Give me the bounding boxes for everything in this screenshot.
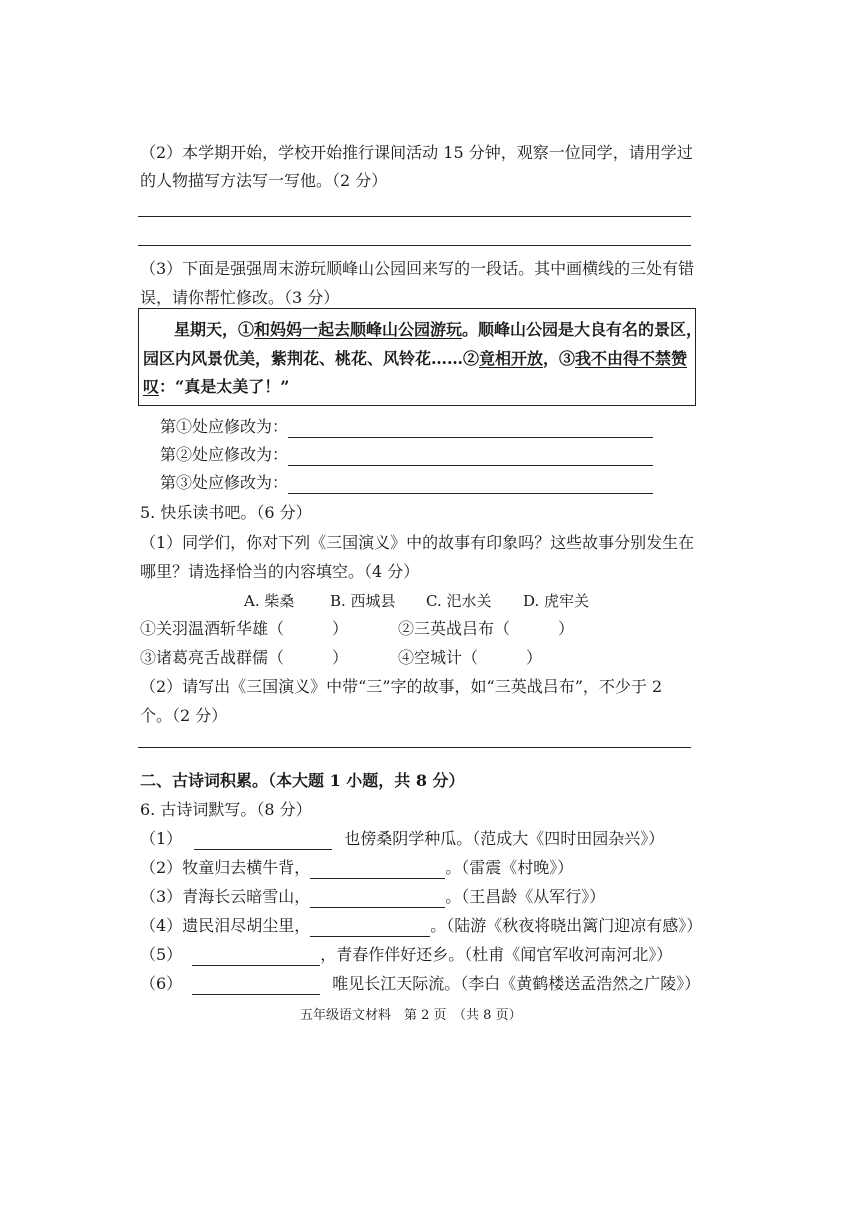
fix-label-1 (160, 416, 653, 438)
option-b: B. 西城县 (330, 592, 396, 610)
fix-blank-1[interactable] (288, 419, 653, 438)
fix-label-text: 第②处应修改为： (160, 445, 289, 464)
answer-line[interactable] (138, 747, 691, 748)
passage-line3 (143, 376, 289, 398)
poem-pre: 牧童归去横牛背， (182, 858, 311, 877)
q4-3-line1: （3）下面是强强周末游玩顺峰山公园回来写的一段话。其中画横线的三处有错 (140, 259, 695, 278)
passage-text: ：“真是太美了！” (159, 377, 290, 396)
story-item-2[interactable]: ②三英战吕布（ ） (398, 619, 575, 638)
poem-blank-2[interactable] (310, 860, 445, 879)
q4-2-line2: 的人物描写方法写一写他。（2 分） (140, 171, 388, 190)
q5-2-line2: 个。（2 分） (140, 706, 228, 725)
poem-num: （3） (140, 887, 183, 906)
passage-text: ，③ (543, 349, 576, 368)
poem-pre: 遗民泪尽胡尘里， (182, 916, 311, 935)
fix-label-text: 第③处应修改为： (160, 473, 289, 492)
option-c: C. 汜水关 (426, 592, 492, 610)
poem-line-3 (140, 886, 605, 908)
page-footer: 五年级语文材料 第 2 页 （共 8 页） (300, 1008, 522, 1023)
poem-blank-4[interactable] (310, 918, 430, 937)
error-underline-3-cont: 叹 (143, 377, 160, 396)
poem-line-5 (140, 944, 672, 966)
answer-line[interactable] (138, 245, 691, 246)
q5-1-line2: 哪里？请选择恰当的内容填空。（4 分） (140, 562, 420, 581)
poem-blank-3[interactable] (310, 889, 445, 908)
poem-post: 。（王昌龄《从军行》） (445, 887, 606, 906)
story-item-1[interactable]: ①关羽温酒斩华雄（ ） (140, 619, 349, 638)
poem-line-2 (140, 857, 573, 879)
passage-box (138, 308, 703, 406)
passage-text: 星期天，① (174, 320, 255, 339)
fix-blank-2[interactable] (288, 447, 653, 466)
poem-line-1 (140, 828, 664, 850)
poem-pre: 青海长云暗雪山， (182, 887, 311, 906)
poem-blank-5[interactable] (192, 947, 320, 966)
q4-2-line1: （2）本学期开始，学校开始推行课间活动 15 分钟，观察一位同学，请用学过 (140, 143, 693, 162)
answer-line[interactable] (138, 216, 691, 217)
passage-text: 园区内风景优美，紫荆花、桃花、风铃花……② (143, 349, 480, 368)
poem-num: （6） (140, 974, 183, 993)
error-underline-1: 和妈妈一起去顺峰山公园游玩 (254, 320, 463, 339)
poem-line-4 (140, 915, 702, 937)
option-a: A. 柴桑 (244, 592, 295, 610)
poem-blank-1[interactable] (194, 831, 332, 850)
error-underline-2: 竟相开放 (479, 349, 544, 368)
story-item-4[interactable]: ④空城计（ ） (398, 648, 543, 667)
fix-label-2 (160, 444, 653, 466)
section-2-title: 二、古诗词积累。（本大题 1 小题，共 8 分） (140, 771, 465, 790)
q6-title: 6. 古诗词默写。（8 分） (140, 800, 312, 819)
poem-post: 唯见长江天际流。（李白《黄鹤楼送孟浩然之广陵》） (332, 974, 701, 993)
option-d: D. 虎牢关 (523, 592, 590, 610)
error-underline-3: 我不由得不禁赞 (575, 349, 688, 368)
q4-3-line2: 误，请你帮忙修改。（3 分） (140, 288, 340, 307)
poem-num: （1） (140, 829, 183, 848)
passage-text: 。顺峰山公园是大良有名的景区， (462, 320, 703, 339)
q5-2-line1: （2）请写出《三国演义》中带“三”字的故事，如“三英战吕布”，不少于 2 (140, 677, 663, 696)
poem-post: 。（雷震《村晚》） (445, 858, 574, 877)
poem-num: （5） (140, 945, 183, 964)
fix-label-text: 第①处应修改为： (160, 417, 289, 436)
poem-post: 。（陆游《秋夜将晓出篱门迎凉有感》） (430, 916, 703, 935)
poem-num: （2） (140, 858, 183, 877)
fix-blank-3[interactable] (288, 475, 653, 494)
q5-1-line1: （1）同学们，你对下列《三国演义》中的故事有印象吗？这些故事分别发生在 (140, 533, 695, 552)
fix-label-3 (160, 472, 653, 494)
passage-line2 (143, 348, 687, 370)
story-item-3[interactable]: ③诸葛亮舌战群儒（ ） (140, 648, 349, 667)
passage-line1 (174, 319, 702, 341)
poem-num: （4） (140, 916, 183, 935)
poem-blank-6[interactable] (192, 976, 320, 995)
poem-post: 也傍桑阴学种瓜。（范成大《四时田园杂兴》） (344, 829, 665, 848)
poem-line-6 (140, 973, 700, 995)
q5-title: 5. 快乐读书吧。（6 分） (140, 503, 312, 522)
poem-post: ，青春作伴好还乡。（杜甫《闻官军收河南河北》） (320, 945, 673, 964)
